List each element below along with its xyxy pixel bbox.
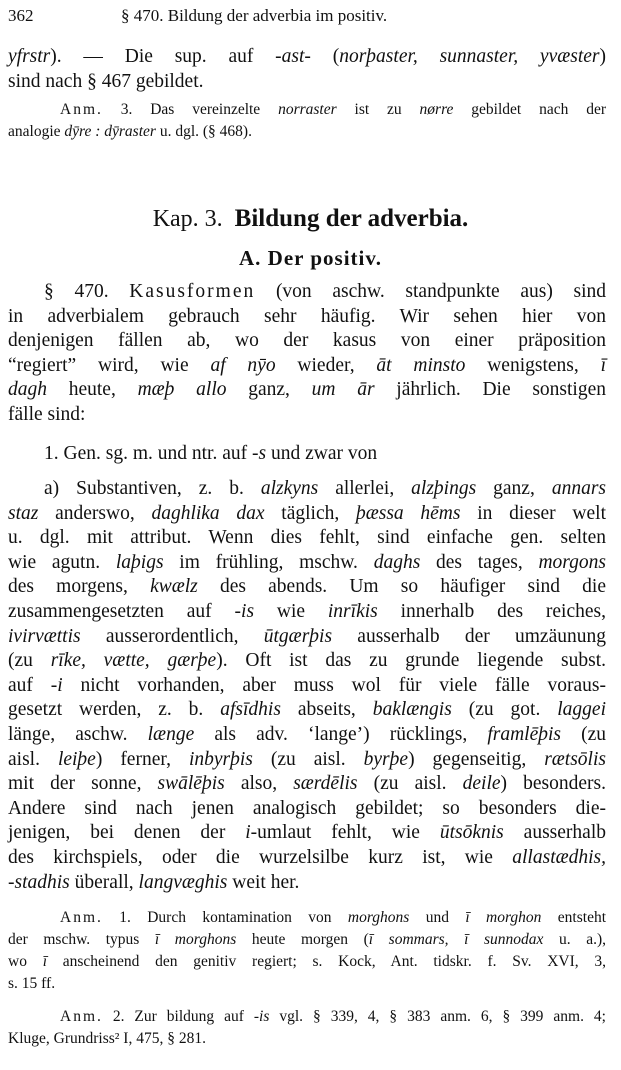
note-anm-3 [8,99,606,143]
italic-term: annars [551,478,606,499]
text-run: (zu aisl. [252,748,364,770]
italic-term: inrīkis [327,600,378,622]
text-run: allerlei, [318,478,412,499]
text-run: abseits, [280,699,373,721]
text-run: ( [310,46,340,67]
text-run: u. a.), [543,931,606,948]
section-heading [0,246,621,271]
text-line [8,378,606,403]
italic-term: yfrstr [8,46,51,67]
italic-term: baklængis [372,699,452,721]
text-run: wie [254,600,328,622]
text-run: jährlich. Die sonstigen [374,379,606,401]
text-run: also, [224,773,294,795]
italic-term: dagh [8,379,47,401]
italic-term: -stadhis [8,871,70,893]
text-run: wieder, [275,354,377,376]
text-line [8,526,606,551]
text-run: u. dgl. (§ 468). [155,123,252,140]
italic-term: þæssa hēms [355,502,461,524]
italic-term: leiþe [57,748,96,770]
italic-term: āt minsto [376,354,466,376]
text-run: Andere sind nach jenen analogisch gebildet; so besonders die- [8,797,606,819]
italic-term: kwælz [150,576,198,598]
text-line [8,403,606,428]
text-run: gesetzt werden, z. b. [8,699,221,721]
italic-term: dȳre : dȳraster [64,123,156,140]
italic-term: ī [42,953,48,970]
italic-term: deile [462,773,501,795]
note-anm-2 [8,1006,606,1050]
text-run: ausserhalb der umzäunung [332,625,606,647]
italic-term: ī morghons [154,931,237,948]
text-run: ) besonders. [500,773,606,795]
text-run: anderswo, [38,502,152,524]
text-line [8,477,606,502]
text-run: innerhalb des reiches, [377,600,606,622]
text-line [8,551,606,576]
text-run: ). — Die sup. auf [50,46,276,67]
text-line [8,305,606,330]
italic-term: -i [50,674,63,696]
text-run: des tages, [420,551,539,573]
text-run: wie agutn. [8,551,116,573]
text-run: als adv. ‘lange’) rücklings, [194,723,488,745]
italic-term: nørre [419,101,454,118]
italic-term: afsīdhis [220,699,281,721]
text-line [8,748,606,773]
italic-term: alzþings [411,478,477,499]
text-line [8,45,606,70]
chapter-title: Bildung der adverbia. [234,205,469,232]
text-run: u. dgl. mit attribut. Wenn dies fehlt, sind einfache gen. selten [8,527,606,549]
text-run: entsteht [541,909,607,926]
text-run: weit her. [227,871,300,893]
text-run: ausserordentlich, [80,625,264,647]
text-line [8,649,606,674]
italic-term: ivirvættis [8,625,81,647]
page-number: 362 [8,6,34,25]
text-run: vgl. § 339, 4, § 383 anm. 6, § 399 anm. 4; [269,1008,606,1025]
italic-term: inbyrþis [188,748,253,770]
italic-term: ūtsōknis [439,822,504,844]
text-line [8,871,606,896]
text-line [8,772,606,797]
text-run: ) ferner, [95,748,189,770]
chapter-heading [0,205,621,233]
text-run: ). Oft ist das zu grunde liegende subst. [216,650,607,672]
text-run: s. 15 ff. [8,975,56,992]
text-run: des kirchspiels, oder die wurzelsilbe kurz ist, wie [8,846,513,868]
list-item-a [8,477,606,895]
text-line [8,797,606,822]
text-line [8,1006,606,1028]
text-run: jenigen, bei denen der [8,822,246,844]
text-run: Anm. [60,101,103,118]
italic-term: staz [8,502,39,524]
text-line [8,600,606,625]
text-run: 2. Zur bildung auf [102,1008,254,1025]
paragraph-470 [8,280,606,428]
italic-term: ūtgærþis [263,625,333,647]
text-line [8,99,606,121]
text-run: und [409,909,466,926]
text-run: in adverbialem gebrauch sehr häufig. Wir sehen hier von [8,305,606,327]
text-run: überall, [69,871,139,893]
text-run: auf [8,674,51,696]
text-run: § 470. [44,281,130,302]
text-line [8,354,606,379]
text-run: in dieser welt [460,502,606,524]
text-run: des abends. Um so häufiger sind die [197,576,606,598]
text-run: täglich, [264,502,356,524]
italic-term: alzkyns [260,478,319,499]
italic-term: daghlika dax [151,502,265,524]
text-line [8,280,606,305]
text-run: nicht vorhanden, aber muss wol für viele fälle voraus- [62,674,606,696]
italic-term: særdēlis [293,773,358,795]
text-run: und zwar von [266,443,378,464]
text-run: im frühling, mschw. [163,551,374,573]
text-run: ausserhalb [503,822,606,844]
text-run: aisl. [8,748,58,770]
italic-term: ī [600,354,606,376]
italic-term: ī sommars, ī sunnodax [368,931,544,948]
text-run: länge, aschw. [8,723,148,745]
italic-term: laþigs [115,551,164,573]
italic-term: mæþ allo [137,379,227,401]
italic-term: norþaster, sunnaster, yvæster [339,46,600,67]
text-run: 1. Gen. sg. m. und ntr. auf [44,443,252,464]
text-run: analogie [8,123,65,140]
text-run: Kasusformen [129,281,256,302]
section-title: A. Der positiv. [239,246,382,270]
italic-term: daghs [373,551,421,573]
text-run: 3. Das vereinzelte [102,101,279,118]
text-run: “regiert” wird, wie [8,354,211,376]
text-run: denjenigen fällen ab, wo der kasus von einer präposition [8,330,606,352]
italic-term: morghons [347,909,410,926]
italic-term: rīke, vætte, gærþe [50,650,217,672]
text-run: der mschw. typus [8,931,155,948]
text-run: (zu [560,723,606,745]
text-run: (von aschw. standpunkte aus) sind [255,281,607,302]
text-line [8,1028,606,1050]
text-run: ganz, [476,478,552,499]
text-line [8,575,606,600]
italic-term: morgons [538,551,607,573]
list-item-1 [8,442,606,467]
italic-term: længe [147,723,195,745]
text-run: (zu [8,650,51,672]
text-run: mit der sonne, [8,773,158,795]
text-line [8,973,606,995]
text-line [8,625,606,650]
italic-term: af nȳo [210,354,276,376]
text-run: heute morgen ( [236,931,369,948]
text-line [8,907,606,929]
note-anm-1 [8,907,606,995]
italic-term: allastædhis, [512,846,606,868]
text-line [8,442,606,467]
text-run: (zu got. [451,699,558,721]
italic-term: byrþe [363,748,409,770]
text-line [8,821,606,846]
italic-term: langvæghis [138,871,228,893]
italic-term: i [245,822,251,844]
italic-term: -ast- [275,46,311,67]
italic-term: norraster [278,101,337,118]
text-run: ) [599,46,606,67]
text-run: gebildet nach der [453,101,606,118]
italic-term: rætsōlis [544,748,606,770]
italic-term: -is [253,1008,270,1025]
text-run: des morgens, [8,576,151,598]
text-line [8,674,606,699]
text-run: Anm. [60,1008,103,1025]
text-run: fälle sind: [8,403,86,425]
running-title: § 470. Bildung der adverbia im positiv. [121,6,388,25]
text-line [8,329,606,354]
italic-term: laggei [557,699,606,721]
text-run: wo [8,953,43,970]
text-run: -umlaut fehlt, wie [250,822,440,844]
italic-term: -s [251,443,267,464]
text-run: ist zu [336,101,420,118]
text-run: Kluge, Grundriss² I, 475, § 281. [8,1030,206,1047]
text-line [8,70,606,95]
text-line [8,121,606,143]
text-run: 1. Durch kontamination von [102,909,348,926]
italic-term: -is [234,600,255,622]
text-line [8,698,606,723]
text-line [8,502,606,527]
paragraph-continuation [8,45,606,94]
text-run: heute, [47,379,138,401]
italic-term: um ār [311,379,375,401]
chapter-label: Kap. 3. [152,206,223,232]
text-run: sind nach § 467 gebildet. [8,70,204,92]
italic-term: ī morghon [465,909,542,926]
italic-term: swālēþis [157,773,225,795]
text-run: a) Substantiven, z. b. [44,478,261,499]
text-line [8,951,606,973]
text-line [8,929,606,951]
text-run: ) gegenseitig, [408,748,545,770]
text-run: Anm. [60,909,103,926]
text-run: ganz, [226,379,312,401]
text-run: (zu aisl. [357,773,463,795]
text-run: zusammengesetzten auf [8,600,235,622]
italic-term: framlēþis [487,723,561,745]
text-run: anscheinend den genitiv regiert; s. Kock, Ant. tidskr. f. Sv. XVI, 3, [47,953,607,970]
text-line [8,846,606,871]
text-run: wenigstens, [465,354,601,376]
text-line [8,723,606,748]
